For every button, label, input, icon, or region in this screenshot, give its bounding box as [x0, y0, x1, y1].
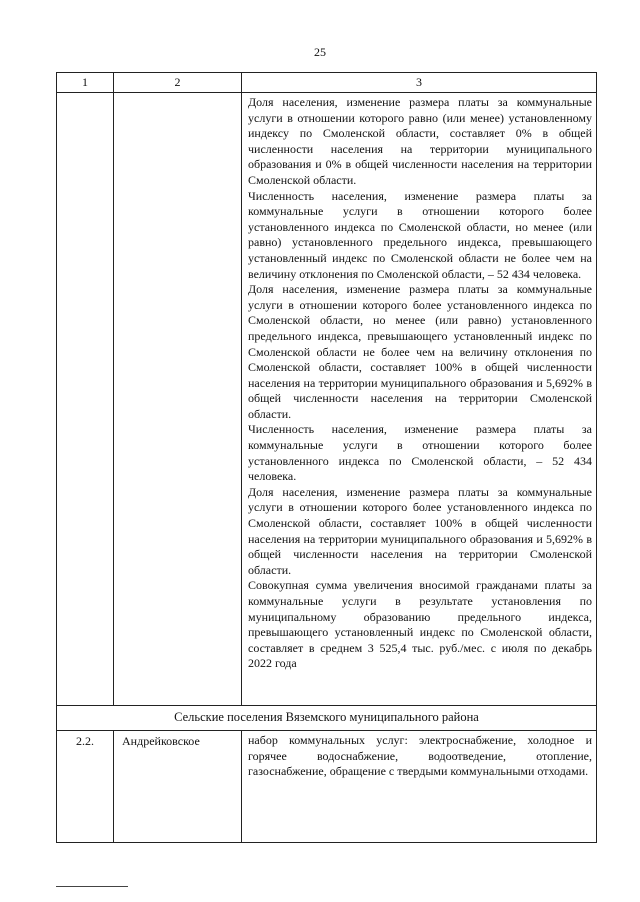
table-row: [57, 731, 597, 843]
paragraph-population-above-index: Численность населения, изменение размера платы за коммунальные услуги в отношении которого более установленного индекса по Смоленской области, – 52 434 человека.: [248, 422, 592, 484]
header-col-3: 3: [242, 73, 597, 93]
document-table: [56, 72, 597, 843]
row-text-cell: [242, 731, 597, 843]
header-col-2: 2: [114, 73, 242, 93]
page-number: 25: [314, 45, 326, 59]
footnote-divider: [56, 886, 128, 887]
paragraph-total-increase: Совокупная сумма увеличения вносимой гражданами платы за коммунальные услуги в результате установления по муниципальному образованию предельного индекса, превышающего установленный индекс по Смоленской области, составляет в среднем 3 525,4 тыс. руб./мес. с июля по декабрь 2022 года: [248, 578, 592, 671]
section-row: [57, 706, 597, 731]
paragraph-population-within-limit: Численность населения, изменение размера платы за коммунальные услуги в отношении которого более установленного индекса по Смоленской области, но менее (или равно) установленного предельного индекса, превышающего установленный индекс по Смоленской области не более чем на величину отклонения по Смоленской области, – 52 434 человека.: [248, 188, 592, 281]
row-number-cell: [57, 93, 114, 706]
paragraph-share-above-index: Доля населения, изменение размера платы за коммунальные услуги в отношении которого более установленного индекса по Смоленской области, составляет 100% в общей численности населения на территории муниципального образования и 5,692% в общей численности населения на территории Смоленской области.: [248, 484, 592, 577]
paragraph-services-set: набор коммунальных услуг: электроснабжение, холодное и горячее водоснабжение, водоотведение, отопление, газоснабжение, обращение с твердыми коммунальными отходами.: [248, 733, 592, 779]
table-row: [57, 93, 597, 706]
section-title: Сельские поселения Вяземского муниципального района: [57, 706, 597, 731]
row-name-cell: Андрейковское: [114, 731, 242, 843]
paragraph-share-within-limit: Доля населения, изменение размера платы за коммунальные услуги в отношении которого более установленного индекса по Смоленской области, но менее (или равно) установленного предельного индекса, превышающего установленный индекс по Смоленской области не более чем на величину отклонения по Смоленской области, составляет 100% в общей численности населения на территории муниципального образования и 5,692% в общей численности населения на территории Смоленской области.: [248, 282, 592, 421]
row-text-cell: [242, 93, 597, 706]
row-name-cell: [114, 93, 242, 706]
paragraph-share-equal-index: Доля населения, изменение размера платы за коммунальные услуги в отношении которого равно (или менее) установленному индексу по Смоленской области, составляет 0% в общей численности населения на территории муниципального образования и 0% в общей численности населения на территории Смоленской области.: [248, 95, 592, 187]
table-header-row: [57, 73, 597, 93]
header-col-1: 1: [57, 73, 114, 93]
row-number-cell: 2.2.: [57, 731, 114, 843]
